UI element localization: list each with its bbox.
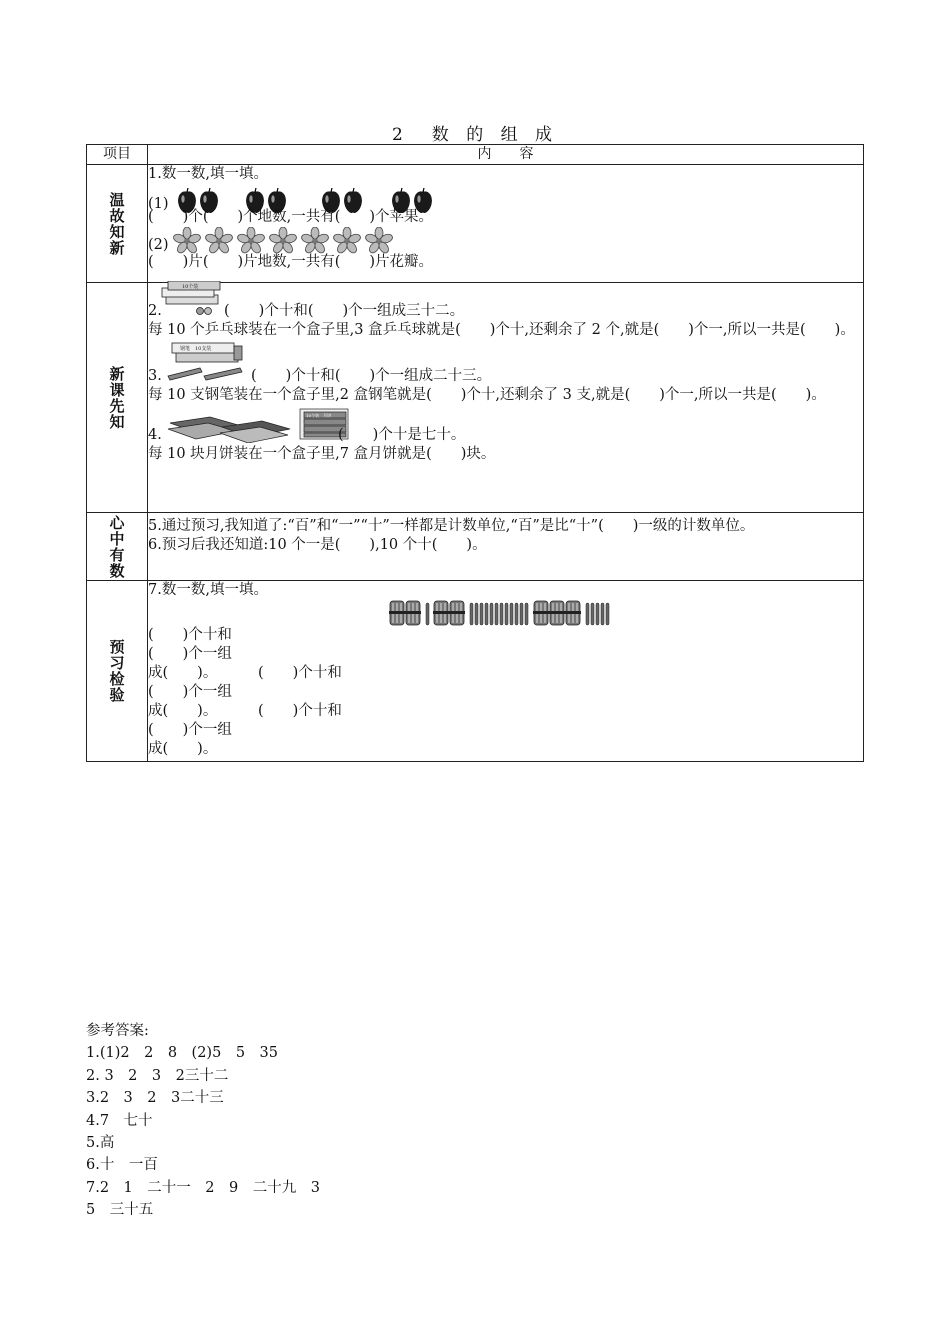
table-row xyxy=(87,283,864,513)
answer-line: 2. 3 2 3 2三十二 xyxy=(86,1067,229,1084)
row-label: 新课先知 xyxy=(107,365,126,430)
mooncake-picture-line xyxy=(148,405,863,445)
row-label: 预习检验 xyxy=(107,639,126,703)
question-text: 每 10 块月饼装在一个盒子里,7 盒月饼就是( )块。 xyxy=(148,446,496,462)
table-row xyxy=(87,165,864,283)
worksheet-table xyxy=(86,144,864,762)
row-label-cell xyxy=(87,165,148,283)
answer-key xyxy=(86,1020,320,1222)
row-content xyxy=(148,283,864,513)
question-text: 7.数一数,填一填。 xyxy=(148,582,268,598)
answer-blanks-area xyxy=(148,626,863,757)
answer-line: 5 三十五 xyxy=(86,1202,154,1219)
question-text: ( )个十和 xyxy=(258,703,342,719)
question-text: 每 10 个乒乓球装在一个盒子里,3 盒乒乓球就是( )个十,还剩余了 2 个,就是( )个一,所以一共是( )。 xyxy=(148,322,855,338)
question-text: ( )个十和 xyxy=(148,627,232,643)
question-text: ( )个一组 xyxy=(148,722,232,738)
answer-line: 4.7 七十 xyxy=(86,1112,153,1129)
answer-line: 5.高 xyxy=(86,1135,115,1152)
question-number: (2) xyxy=(148,237,169,253)
row-label-cell xyxy=(87,513,148,581)
pingpong-picture-line xyxy=(148,283,863,321)
apple-picture-line xyxy=(148,184,863,212)
table-header-row xyxy=(87,145,864,165)
box-label: 10个装 xyxy=(182,284,199,290)
pen-box-icon xyxy=(162,338,258,386)
row-content xyxy=(148,513,864,581)
pingpong-box-icon xyxy=(160,281,230,319)
row-label: 温故知新 xyxy=(107,191,126,256)
box-label: 10个装 月饼 xyxy=(306,413,332,418)
question-text: ( )个十和( )个一组成二十三。 xyxy=(251,368,492,384)
question-number: 4. xyxy=(148,427,162,443)
question-text: ( )个十是七十。 xyxy=(338,427,466,443)
sticks-bundle-icon xyxy=(388,599,628,629)
pen-picture-line xyxy=(148,340,863,386)
question-text: 1.数一数,填一填。 xyxy=(148,166,268,182)
row-content xyxy=(148,165,864,283)
question-text: 5.通过预习,我知道了:“百”和“一”“十”一样都是计数单位,“百”是比“十”( )一级的计数单位。 xyxy=(148,518,755,534)
question-text: ( )片( )片地数,一共有( )片花瓣。 xyxy=(148,254,434,270)
row-label-cell xyxy=(87,581,148,762)
page-title: 2 数 的 组 成 xyxy=(391,125,559,145)
question-text: 成( )。 xyxy=(148,703,218,719)
box-label: 钢笔 10支装 xyxy=(180,346,212,352)
header-item: 项目 xyxy=(87,145,148,165)
answer-line: 1.(1)2 2 8 (2)5 5 35 xyxy=(86,1045,278,1062)
question-number: 2. xyxy=(148,303,162,319)
row-label-cell xyxy=(87,283,148,513)
table-row xyxy=(87,513,864,581)
question-number: 3. xyxy=(148,368,162,384)
question-text: ( )个( )个地数,一共有( )个苹果。 xyxy=(148,209,434,225)
question-number: (1) xyxy=(148,196,169,212)
question-text: ( )个一组 xyxy=(148,684,232,700)
header-content: 内 容 xyxy=(148,145,864,165)
question-text: 6.预习后我还知道:10 个一是( ),10 个十( )。 xyxy=(148,537,487,553)
question-text: 成( )。 xyxy=(148,665,218,681)
question-text: ( )个十和 xyxy=(258,665,342,681)
flower-icon-group xyxy=(173,227,413,255)
answer-line: 7.2 1 二十一 2 9 二十九 3 xyxy=(86,1179,320,1196)
answer-heading: 参考答案: xyxy=(86,1023,149,1039)
question-text: 成( )。 xyxy=(148,741,218,757)
question-text: ( )个十和( )个一组成三十二。 xyxy=(224,303,465,319)
answer-line: 3.2 3 2 3二十三 xyxy=(86,1090,224,1107)
row-content xyxy=(148,581,864,762)
table-row xyxy=(87,581,864,762)
flower-picture-line xyxy=(148,227,863,253)
mooncake-box-icon xyxy=(166,403,352,443)
answer-line: 6.十 一百 xyxy=(86,1157,158,1174)
question-text: ( )个一组 xyxy=(148,646,232,662)
question-text: 每 10 支钢笔装在一个盒子里,2 盒钢笔就是( )个十,还剩余了 3 支,就是( )个一,所以一共是( )。 xyxy=(148,387,826,403)
row-label: 心中有数 xyxy=(107,514,126,579)
